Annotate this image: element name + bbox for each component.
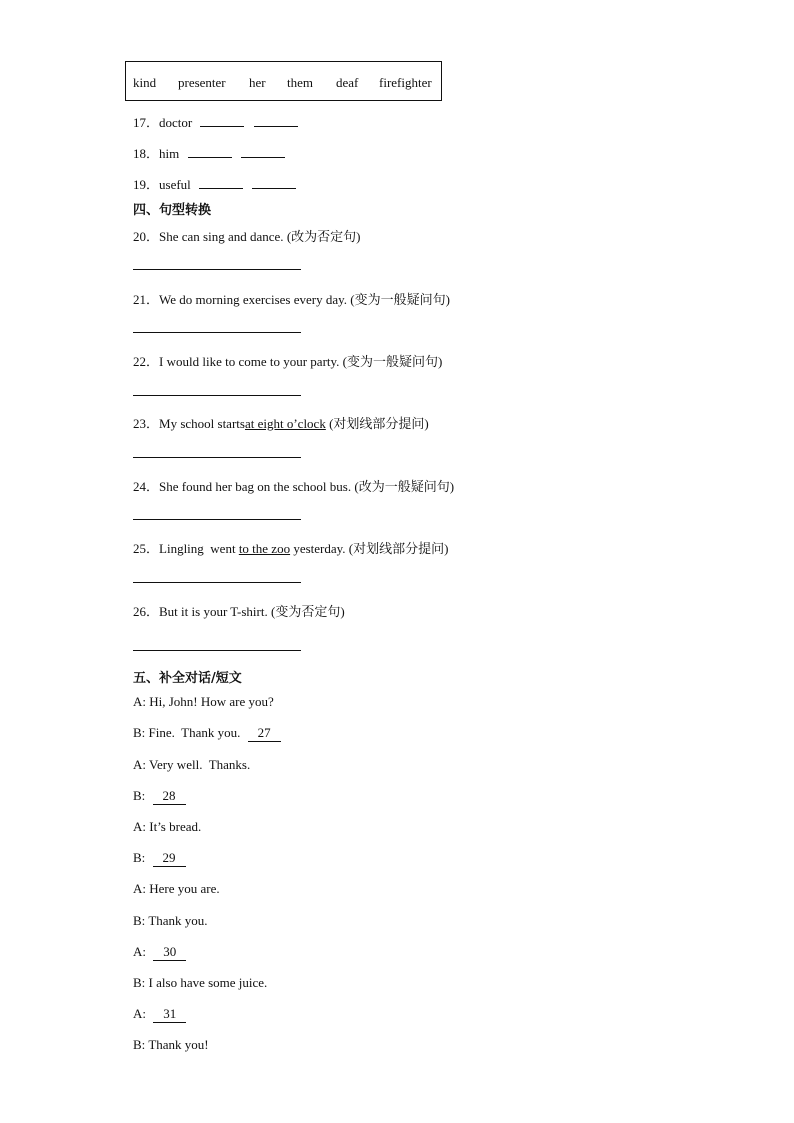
dialogue-text: Very well. Thanks. [149, 757, 251, 772]
speaker-label: A: [133, 944, 146, 959]
underlined-phrase: at eight o’clock [244, 416, 326, 431]
transform-item-26 [133, 601, 345, 620]
transform-item-20 [133, 226, 360, 245]
answer-blank-30[interactable]: 30 [153, 944, 186, 961]
item-word: him [159, 146, 180, 161]
item-number: 19． [133, 177, 160, 192]
dialogue-text: Hi, John! How are you? [149, 694, 274, 709]
dialogue-line [133, 757, 250, 773]
item-sentence: We do morning exercises every day. [159, 292, 348, 307]
item-number: 18． [133, 146, 160, 161]
item-number: 23． [133, 416, 160, 431]
item-sentence: I would like to come to your party. [159, 354, 340, 369]
dialogue-line [133, 944, 186, 961]
item-instruction: (改为一般疑问句) [354, 479, 455, 494]
item-number: 20． [133, 229, 160, 244]
item-number: 17． [133, 115, 160, 130]
answer-line[interactable] [133, 650, 301, 651]
dialogue-line [133, 881, 220, 897]
item-instruction: (变为否定句) [270, 604, 345, 619]
item-instruction: (对划线部分提问) [348, 541, 449, 556]
word-bank-box [125, 61, 442, 101]
answer-blank-27[interactable]: 27 [248, 725, 281, 742]
answer-line[interactable] [133, 269, 301, 270]
speaker-label: B: [133, 850, 146, 865]
speaker-label: A: [133, 757, 146, 772]
item-number: 26． [133, 604, 160, 619]
item-sentence: My school starts [159, 416, 245, 431]
dialogue-text: Fine. Thank you. [148, 725, 241, 740]
speaker-label: A: [133, 881, 146, 896]
item-sentence: But it is your T-shirt. [159, 604, 268, 619]
item-sentence: She can sing and dance. [159, 229, 284, 244]
transform-item-21 [133, 289, 450, 308]
speaker-label: B: [133, 1037, 146, 1052]
dialogue-line [133, 913, 208, 929]
item-number: 24． [133, 479, 160, 494]
answer-blank[interactable] [241, 144, 285, 158]
dialogue-text: Here you are. [149, 881, 220, 896]
answer-blank[interactable] [252, 175, 296, 189]
item-number: 21． [133, 292, 160, 307]
answer-blank[interactable] [188, 144, 232, 158]
dialogue-line [133, 694, 274, 710]
answer-blank[interactable] [199, 175, 243, 189]
answer-line[interactable] [133, 519, 301, 520]
answer-blank[interactable] [200, 113, 244, 127]
speaker-label: B: [133, 913, 146, 928]
dialogue-line [133, 1037, 209, 1053]
word-bank-item: deaf [336, 75, 359, 90]
item-word: doctor [159, 115, 193, 130]
item-number: 25． [133, 541, 160, 556]
word-bank-item: her [249, 75, 266, 90]
speaker-label: A: [133, 694, 146, 709]
speaker-label: B: [133, 788, 146, 803]
section-title: 五、补全对话/短文 [133, 671, 242, 686]
dialogue-line [133, 1006, 186, 1023]
answer-blank-29[interactable]: 29 [153, 850, 186, 867]
transform-item-23 [133, 413, 429, 432]
word-bank-item: kind [133, 75, 157, 90]
item-number: 22． [133, 354, 160, 369]
transform-item-22 [133, 351, 442, 370]
answer-line[interactable] [133, 582, 301, 583]
item-sentence: She found her bag on the school bus. [159, 479, 352, 494]
item-instruction: (对划线部分提问) [329, 416, 429, 431]
answer-line[interactable] [133, 457, 301, 458]
dialogue-text: Thank you! [148, 1037, 209, 1052]
dialogue-line [133, 850, 186, 867]
item-instruction: (变为一般疑问句) [342, 354, 443, 369]
item-instruction: (改为否定句) [286, 229, 361, 244]
speaker-label: A: [133, 1006, 146, 1021]
dialogue-line [133, 975, 267, 991]
item-sentence-tail: yesterday. [293, 541, 346, 556]
word-bank-item: firefighter [379, 75, 432, 90]
answer-blank-31[interactable]: 31 [153, 1006, 186, 1023]
answer-blank-28[interactable]: 28 [153, 788, 186, 805]
underlined-phrase: to the zoo [238, 541, 291, 556]
answer-blank[interactable] [254, 113, 298, 127]
transform-item-25 [133, 538, 448, 557]
item-sentence: Lingling went [159, 541, 236, 556]
item-word: useful [159, 177, 191, 192]
item-instruction: (变为一般疑问句) [350, 292, 450, 307]
speaker-label: B: [133, 975, 146, 990]
section-title: 四、句型转换 [133, 203, 212, 218]
dialogue-text: I also have some juice. [148, 975, 268, 990]
dialogue-line [133, 725, 281, 742]
answer-line[interactable] [133, 332, 301, 333]
dialogue-line [133, 788, 186, 805]
dialogue-text: Thank you. [148, 913, 208, 928]
speaker-label: B: [133, 725, 146, 740]
word-bank-item: presenter [178, 75, 226, 90]
word-bank-item: them [287, 75, 313, 90]
dialogue-line [133, 819, 201, 835]
dialogue-text: It’s bread. [149, 819, 202, 834]
word-item-19 [133, 174, 296, 193]
speaker-label: A: [133, 819, 146, 834]
word-item-17 [133, 112, 298, 131]
answer-line[interactable] [133, 395, 301, 396]
transform-item-24 [133, 476, 454, 495]
word-item-18 [133, 143, 285, 162]
